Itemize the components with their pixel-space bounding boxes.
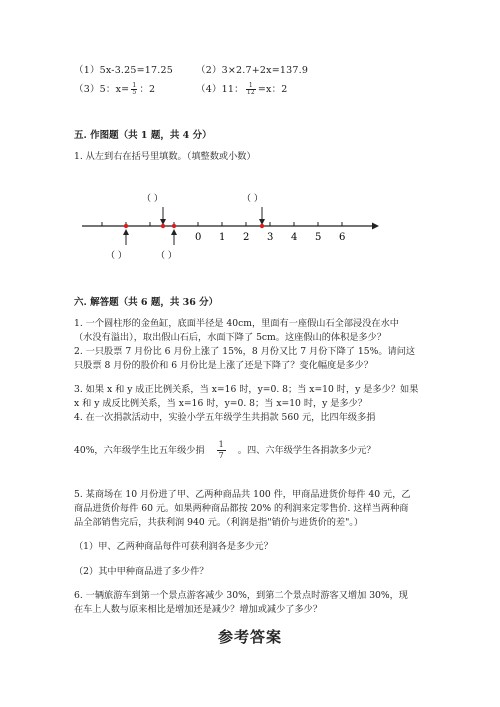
question-4-line-2: [74, 440, 376, 461]
red-point-3: [172, 224, 176, 228]
question-4-line-2-start: 40%，六年级学生比五年级少捐: [74, 445, 205, 456]
tick-label-5: 5: [315, 232, 322, 243]
answer-section-title: 参考答案: [217, 628, 282, 646]
question-3-line-1: 3. 如果 x 和 y 成正比例关系，当 x=16 时，y=0. 8；当 x=10 时，y 是多少？如果: [74, 384, 419, 395]
question-4-line-1: 4. 在一次捐款活动中，实验小学五年级学生共捐款 560 元，比四年级多捐: [74, 412, 376, 423]
number-line-arrowhead: [372, 223, 379, 230]
question-2-line-1: 2. 一只股票 7 月份比 6 月份上涨了 15%，8 月份又比 7 月份下降了 15%。请问这: [74, 346, 416, 357]
equation-4-fraction: [246, 83, 256, 96]
equation-3: [74, 81, 155, 96]
blank-paren-upper-1: （ ）: [142, 194, 163, 204]
section-5-heading: 五. 作图题（共 1 题，共 4 分）: [74, 130, 212, 141]
red-point-2: [161, 224, 165, 228]
blank-paren-lower-1: （ ）: [106, 251, 127, 261]
fraction-numerator: 1: [246, 83, 256, 90]
question-1-line-2: （水没有溢出），取出假山石后，水面下降了 5cm。这座假山的体积是多少？: [74, 332, 387, 343]
question-6-line-1: 6. 一辆旅游车到第一个景点游客减少 30%，到第二个景点时游客又增加 30%，现: [74, 590, 408, 601]
tick-label-1: 1: [219, 232, 226, 243]
tick-label-0: 0: [195, 232, 202, 243]
question-6-line-2: 在车上人数与原来相比是增加还是减少？增加或减少了多少？: [74, 604, 323, 615]
question-3-line-2: x 和 y 成反比例关系，当 x=16 时，y=0. 8；当 x=10 时，y 是多少？: [74, 398, 368, 409]
question-5-sub-1: （1）甲、乙两种商品每件可获利润各是多少元？: [74, 541, 273, 552]
equation-3-right: ：2: [139, 84, 156, 95]
fraction-numerator: 1: [132, 82, 137, 89]
blank-paren-upper-2: （ ）: [242, 194, 263, 204]
question-1-line-1: 1. 一个圆柱形的金鱼缸，底面半径是 40cm，里面有一座假山石全部浸没在水中: [74, 318, 399, 329]
blank-paren-lower-2: （ ）: [156, 251, 177, 261]
question-4-fraction: [217, 440, 226, 461]
equation-2: （2）3×2.7+2x=137.9: [196, 65, 309, 76]
equation-3-left: （3）5：x=: [74, 84, 130, 95]
section-6-heading: 六. 解答题（共 6 题，共 36 分）: [74, 297, 219, 308]
tick-label-6: 6: [339, 232, 346, 243]
number-line-figure: [70, 185, 390, 265]
equation-4-right: =x：2: [257, 84, 288, 95]
equation-4-left: （4）11：: [196, 84, 244, 95]
tick-label-4: 4: [291, 232, 298, 243]
fraction-numerator: 1: [218, 440, 224, 449]
question-5-line-1: 5. 某商场在 10 月份进了甲、乙两种商品共 100 件，甲商品进货价每件 40 元，乙: [74, 489, 411, 500]
question-4-line-2-end: 。四、六年级学生各捐款多少元？: [237, 445, 376, 456]
fraction-denominator: 5: [132, 89, 137, 96]
equation-1: （1）5x-3.25=17.25: [74, 65, 173, 76]
section-5-question-1: 1. 从左到右在括号里填数。（填整数或小数）: [74, 151, 256, 162]
up-arrow-2-head: [171, 229, 177, 235]
equation-3-fraction: [131, 83, 137, 96]
tick-label-2: 2: [243, 232, 250, 243]
tick-label-3: 3: [267, 232, 274, 243]
red-point-4: [260, 224, 264, 228]
tick-marks: [102, 222, 342, 226]
fraction-denominator: 7: [218, 451, 224, 460]
question-2-line-2: 只股票 8 月份的股价和 6 月份比是上涨了还是下降了？变化幅度是多少？: [74, 360, 373, 371]
equation-4: [196, 81, 288, 96]
fraction-denominator: 12: [246, 89, 255, 96]
question-5-sub-2: （2）其中甲种商品进了多少件？: [74, 566, 209, 577]
up-arrow-1-head: [123, 229, 129, 235]
question-5-line-2: 商品进货价每件 60 元。如果两种商品都按 20% 的利润来定零售价. 这样当两种商: [74, 503, 409, 514]
question-5-line-3: 品全部销售完后，共获利润 940 元。（利润是指"销价与进货价的差"。）: [74, 517, 364, 528]
red-point-1: [124, 224, 128, 228]
